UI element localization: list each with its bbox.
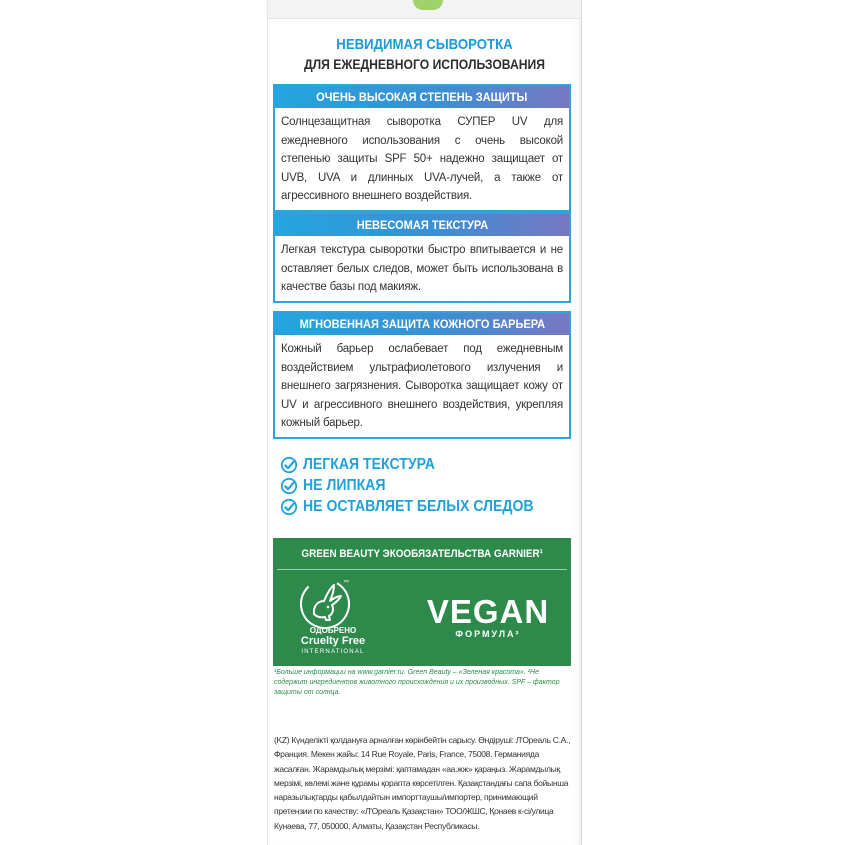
title-line-1: НЕВИДИМАЯ СЫВОРОТКА [336,36,513,53]
green-beauty-panel [273,538,571,666]
vegan-label: VEGAN [426,593,550,630]
cruelty-free-approved: ОДОБРЕНО [309,626,357,635]
svg-text:™: ™ [343,580,349,586]
cruelty-free-international: INTERNATIONAL [301,649,365,655]
section-heading: ОЧЕНЬ ВЫСОКАЯ СТЕПЕНЬ ЗАЩИТЫ [275,86,569,108]
title-line-2: ДЛЯ ЕЖЕДНЕВНОГО ИСПОЛЬЗОВАНИЯ [303,57,546,72]
check-circle-icon [280,456,298,474]
benefits-list [280,454,565,517]
footnote: ¹Больше информации на www.garnier.ru. Green Beauty – «Зеленая красота». ²Не содержит ингредиентов животного происхождения и их производных. SPF – фактор защиты от солнца. [274,669,560,696]
section-heading: НЕВЕСОМАЯ ТЕКСТУРА [275,214,569,236]
benefit-item: ЛЕГКАЯ ТЕКСТУРА [280,454,565,475]
product-box-side [267,0,582,845]
vegan-formula-label: ФОРМУЛА² [455,629,521,639]
cruelty-free-bunny-icon [297,576,355,632]
section-body: Солнцезащитная сыворотка СУПЕР UV для ежедневного использования с очень высокой степенью защиты SPF 50+ надежно защищает от UVB, UVA и длинных UVA-лучей, а также от агрессивного внешнего воздействия. [281,116,563,202]
divider [277,569,567,570]
benefit-item: НЕ ЛИПКАЯ [280,475,565,496]
check-circle-icon [280,477,298,495]
section-heading: МГНОВЕННАЯ ЗАЩИТА КОЖНОГО БАРЬЕРА [275,313,569,335]
box-top-flap [268,0,581,19]
section-body: Кожный барьер ослабевает под ежедневным воздействием ультрафиолетового излучения и внешнего загрязнения. Сыворотка защищает кожу от UV и агрессивного внешнего воздействия, укрепляя кожный барьер. [281,343,563,429]
cruelty-free-label: Cruelty Free [300,635,366,647]
section-body: Легкая текстура сыворотки быстро впитывается и не оставляет белых следов, может быть использована в качестве базы под макияж. [281,244,563,293]
cap-detail [413,0,443,10]
section-barrier [273,311,571,439]
benefit-item: НЕ ОСТАВЛЯЕТ БЕЛЫХ СЛЕДОВ [280,496,565,517]
section-texture [273,212,571,303]
green-beauty-title: GREEN BEAUTY ЭКООБЯЗАТЕЛЬСТВА GARNIER¹ [301,548,543,560]
kz-legal-text: (KZ) Күнделікті қолдануға арналған көрінбейтін сарысу. Өндіруші: Л'Ореаль С.А., Франция. Мекен жайы: 14 Rue Royale, Paris, France, 75008. Германияда жасалған. Жарамдылық мерзімі: қаптамадан «аа.жж» қараңыз. Жарамдылық мерзімі, көлемі және құрамы қорапта көрсетілген. Қазақстандағы сапа бойынша наразылықтарды қабылдайтын импорттаушы/импортер, принимающий претензии по качеству: «Л'Ореаль Қазақстан» ТОО/ЖШС, Қонаев к-сі/улица Кунаева, 77, 050000, Алматы, Қазақстан Республикасы. [274,735,571,831]
check-circle-icon [280,498,298,516]
section-protection [273,84,571,212]
